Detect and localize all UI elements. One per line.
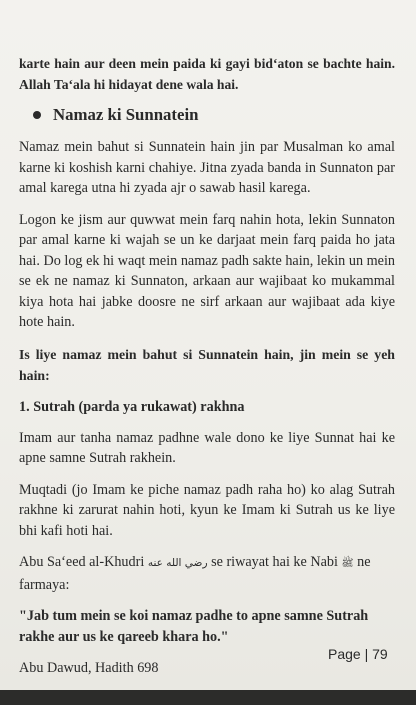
page-number: Page | 79 [328, 646, 388, 662]
bullet-icon [33, 111, 41, 119]
narration-after: ne farmaya: [19, 554, 371, 593]
narration-middle: se riwayat hai ke Nabi [207, 554, 342, 570]
paragraph-2: Logon ke jism aur quwwat mein farq nahin hota, lekin Sunnaton par amal karne ki wajah se un ke darjaat mein farq paida ho jata hai. Do log ek hi waqt mein namaz padh sakte hain, lekin un mein se ek ne namaz ki Sunnaton, arkaan aur wajibaat ko mukammal kiya hota hai jabke doosre ne sirf arkaan aur wajibaat ada kiye hote hain. [19, 211, 395, 330]
arabic-honorific: رضي الله عنه [147, 557, 208, 569]
paragraph-3: Is liye namaz mein bahut si Sunnatein hain, jin mein se yeh hain: [19, 346, 395, 383]
paragraph-5: Muqtadi (jo Imam ke piche namaz padh raha ho) ko alag Sutrah rakhne ki zarurat nahin hoti, kyun ke Imam ki Sutrah us ke liye bhi kafi hoti hai. [19, 481, 395, 539]
hadith-reference: Abu Dawud, Hadith 698 [19, 660, 159, 676]
section-heading-text: Namaz ki Sunnatein [53, 105, 199, 124]
narration-before: Abu Sa‘eed al-Khudri [19, 554, 148, 570]
narration-paragraph [19, 552, 395, 595]
paragraph-1: Namaz mein bahut si Sunnatein hain jin par Musalman ko amal karne ki koshish karni chahiye. Jitna zyada banda in Sunnaton par amal karega utna hi zyada ajr o sawab hasil karega. [19, 139, 395, 196]
section-heading [33, 103, 395, 127]
paragraph-4: Imam aur tanha namaz padhne wale dono ke liye Sunnat hai ke apne samne Sutrah rakhein. [19, 429, 395, 466]
background-edge [0, 690, 416, 705]
salawat-icon: ﷺ [341, 558, 354, 569]
subheading: 1. Sutrah (parda ya rukawat) rakhna [19, 398, 245, 415]
hadith-quote: "Jab tum mein se koi namaz padhe to apne samne Sutrah rakhe aur us ke qareeb khara ho." [19, 608, 369, 645]
intro-paragraph: karte hain aur deen mein paida ki gayi bid‘aton se bachte hain. Allah Ta‘ala hi hidayat dene wala hai. [19, 56, 395, 92]
page-content [19, 53, 395, 678]
